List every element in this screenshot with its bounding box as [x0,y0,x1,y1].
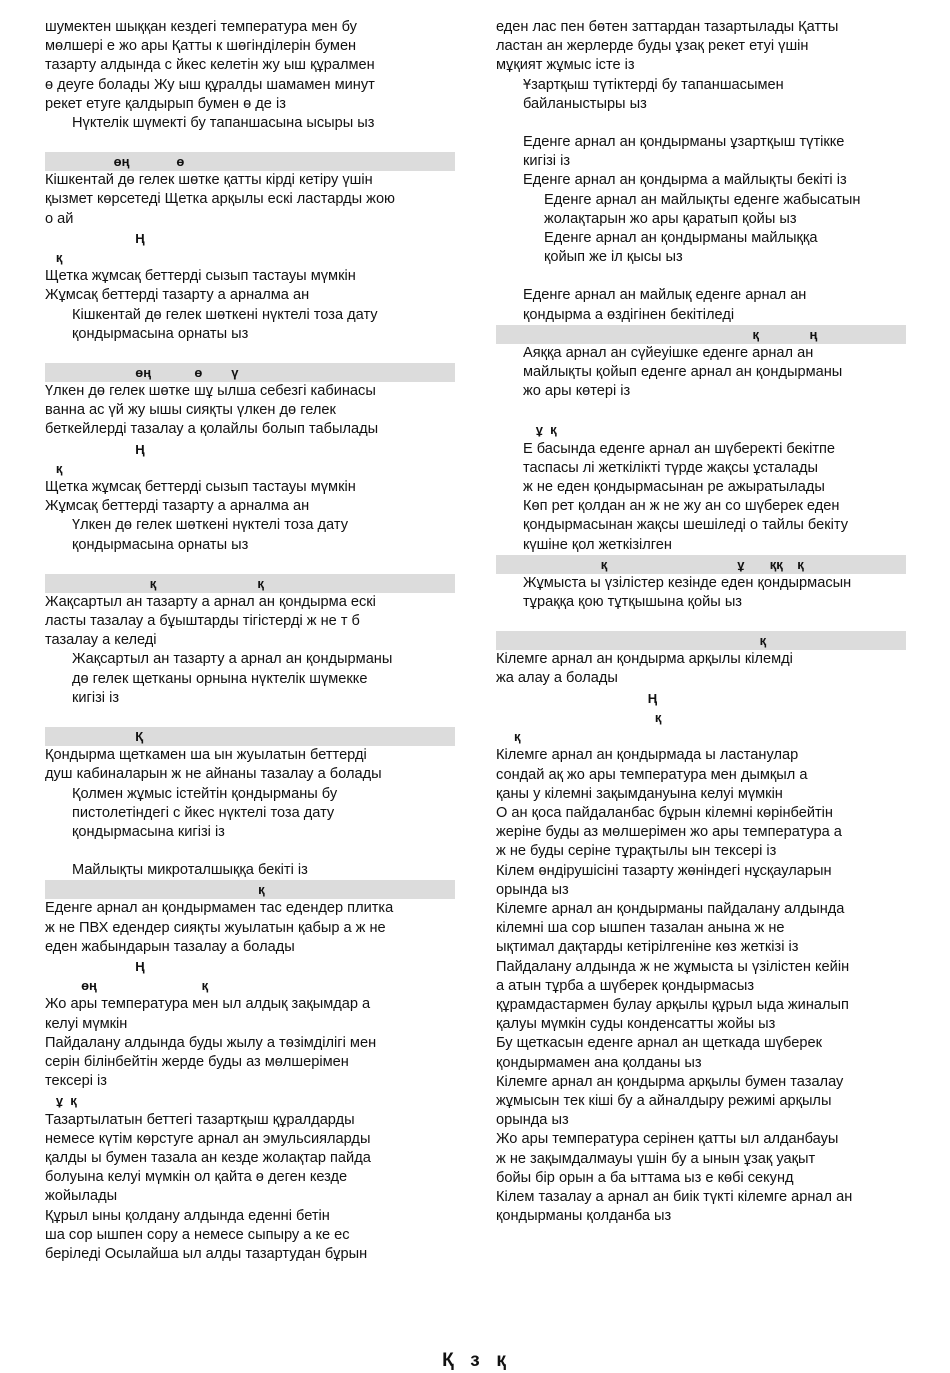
left-indented-line: Кішкентай дө гелек шөткені нүктелі тоза дату [72,306,378,323]
right-warning-heading: Ң [496,690,658,706]
left-text-line: серін білінбейтін жерде буды аз мөлшерімен [45,1053,349,1070]
left-text-line: Щетка жұмсақ беттерді сызып тастауы мүмкін [45,268,356,285]
left-warning-heading: Ң [45,441,145,457]
left-spacer [45,133,455,152]
right-indented-line: Жұмыста ы үзілістер кезінде еден қондырмасын [523,574,852,591]
right-indented-line: Еденге арнал ан қондырма а майлықты бекіті із [523,172,847,189]
left-text-line: ө деуге болады Жу ыш құралды шамамен минут [45,76,375,93]
left-text-line: ванна ас үй жу ышы сияқты үлкен дө гелек [45,402,336,419]
right-text-line: Кілемге арнал ан қондырманы пайдалану алдында [496,900,845,917]
left-text-line: о ай [45,210,74,227]
left-text-line: мөлшері е жо ары Қатты к шөгінділерін бумен [45,38,357,55]
right-text-line: кілемні ша сор ышпен тазалан анына ж не [496,920,785,937]
left-text-line: тазарту алдында с йкес келетін жу ыш құралмен [45,57,375,74]
left-indented-line: Үлкен дө гелек шөткені нүктелі тоза дату [72,517,348,534]
right-text-line: Бу щеткасын еденге арнал ан щеткада шүберек [496,1035,822,1052]
left-text-line: Пайдалану алдында буды жылу а төзімділігі мен [45,1034,377,1051]
left-text-line: Жұмсақ беттерді тазарту а арналма ан [45,498,310,515]
right-indented-line: күшіне қол жеткізілген [523,536,672,553]
right-spacer [496,267,906,286]
right-text-line: сондай ақ жо ары температура мен дымқыл а [496,766,808,783]
left-text-line: тексері із [45,1073,107,1090]
right-text-line: О ан қоса пайдаланбас бұрын кілемні көрінбейтін [496,804,833,821]
right-indented-line: Еденге арнал ан қондырманы ұзартқыш түтікке [523,134,845,151]
left-indented-line: Майлықты микроталшыққа бекіті із [72,862,308,879]
left-section-header-bar: қ қ [45,574,455,593]
right-text-line: Кілемге арнал ан қондырмада ы ластанулар [496,747,799,764]
left-text-line: Еденге арнал ан қондырмамен тас едендер плитка [45,900,394,917]
left-indented-line: кигізі із [72,689,120,706]
right-subitem-line: қойып же іл қысы ыз [544,249,683,266]
left-text-line: Тазартылатын беттегі тазартқыш құралдарды [45,1111,355,1128]
right-subitem-line: Еденге арнал ан қондырманы майлыққа [544,230,818,247]
right-text-line: қалуы мүмкін суды конденсатты жойы ыз [496,1016,776,1033]
right-text-line: Жо ары температура серінен қатты ыл алданбауы [496,1131,839,1148]
right-text-line: орында ыз [496,881,569,898]
left-text-line: немесе күтім көрстуге арнал ан эмульсияларды [45,1130,371,1147]
left-indented-line: дө гелек щетканы орнына нүктелік шүмекке [72,670,368,687]
right-text-line: Кілем өндірушісіні тазарту жөніндегі нұсқауларын [496,862,832,879]
left-indented-line: қондырмасына орнаты ыз [72,536,249,553]
right-text-line: Пайдалану алдында ж не жұмыста ы үзілістен кейін [496,958,850,975]
right-text-line: құрамдастармен булау арқылы құрыл ыда жиналып [496,996,849,1013]
right-text-line: ж не зақымдалмауы үшін бу а ынын ұзақ уақыт [496,1150,816,1167]
page-footer: Қ з қ [442,1350,508,1371]
left-indented-line: қондырмасына кигізі із [72,823,225,840]
right-text-line: жеріне буды аз мөлшерімен жо ары температура а [496,824,842,841]
right-text-line: орында ыз [496,1112,569,1129]
right-text-line: қаны у кілемні зақымдануына келуі мүмкін [496,785,783,802]
right-indented-line: кигізі із [523,153,571,170]
left-column [45,18,455,1264]
right-text-line: қондырмамен ана қолданы ыз [496,1054,702,1071]
right-indented-line: қондырмасынан жақсы шешіледі о тайлы бекіту [523,517,849,534]
right-text-line: жа алау а болады [496,670,618,687]
right-indented-line: қондырма а өздігінен бекітіледі [523,306,735,323]
right-spacer [496,612,906,631]
left-indented-line: Нүктелік шүмекті бу тапаншасына ысыры ыз [72,115,375,132]
right-text-line: Кілемге арнал ан қондырма арқылы кілемді [496,651,793,668]
right-indented-line: Аяққа арнал ан сүйеуішке еденге арнал ан [523,344,814,361]
right-subitem-line: жолақтарын жо ары қаратып қойы ыз [544,210,797,227]
right-indented-line: Ұзартқыш түтіктерді бу тапаншасымен [523,76,784,93]
left-text-line: Жұмсақ беттерді тазарту а арналма ан [45,287,310,304]
right-text-line: мұқият жұмыс істе із [496,57,635,74]
left-text-line: Қондырма щеткамен ша ын жуылатын беттерді [45,747,367,764]
left-indented-line: қондырмасына орнаты ыз [72,325,249,342]
left-text-line: еден жабындарын тазалау а болады [45,938,295,955]
left-text-line: душ кабиналарын ж не айнаны тазалау а болады [45,766,382,783]
right-spacer [496,401,906,420]
left-indented-line: Жақсартыл ан тазарту а арнал ан қондырманы [72,651,393,668]
left-text-line: рекет етуге қалдырып бумен ө де із [45,95,286,112]
left-section-header-bar: өң ө [45,152,455,171]
left-text-line: ж не ПВХ едендер сияқты жуылатын қабыр а ж не [45,919,386,936]
right-warning-heading: қ [496,729,521,745]
left-warning-heading: өң қ [45,978,209,994]
right-indented-line: жо ары көтері із [523,383,631,400]
right-indented-line: Е басында еденге арнал ан шүберекті бекітпе [523,440,836,457]
left-text-line: келуі мүмкін [45,1015,128,1032]
right-spacer [496,114,906,133]
left-warning-heading: Ң [45,230,145,246]
left-text-line: ласты тазалау а бұыштарды тігістерді ж не т б [45,613,360,630]
left-text-line: болуына келуі мүмкін ол қайта ө деген кезде [45,1169,348,1186]
left-text-line: беріледі Осылайша ыл алды тазартудан бұрын [45,1245,368,1262]
right-text-line: қондырманы қолданба ыз [496,1208,672,1225]
right-section-header-bar: қ ң [496,325,906,344]
right-column [496,18,906,1226]
left-text-line: жойылады [45,1188,118,1205]
left-text-line: Кішкентай дө гелек шөтке қатты кірді кетіру үшін [45,172,373,189]
left-text-line: тазалау а келеді [45,632,157,649]
right-text-line: еден лас пен бөтен заттардан тазартылады Қатты [496,19,839,35]
left-indented-line: пистолетіндегі с йкес нүктелі тоза дату [72,804,335,821]
left-indented-line: Қолмен жұмыс істейтін қондырманы бу [72,785,338,802]
right-subitem-line: Еденге арнал ан майлықты еденге жабысатын [544,191,861,208]
right-text-line: Кілемге арнал ан қондырма арқылы бумен тазалау [496,1073,844,1090]
right-indented-line: тұраққа қою тұтқышына қойы ыз [523,594,742,611]
left-text-line: Жақсартыл ан тазарту а арнал ан қондырма ескі [45,593,376,610]
left-warning-heading: қ [45,250,63,266]
right-indented-line: байланыстыры ыз [523,95,647,112]
left-text-line: Құрыл ыны қолдану алдында еденні бетін [45,1207,330,1224]
left-warning-heading: қ [45,460,63,476]
left-warning-heading: Ң [45,958,145,974]
left-text-line: Үлкен дө гелек шөтке шұ ылша себезгі кабинасы [45,383,376,400]
left-text-line: Щетка жұмсақ беттерді сызып тастауы мүмкін [45,479,356,496]
right-section-header-bar: қ ұ ққ қ [496,555,906,574]
left-section-header-bar: қ [45,880,455,899]
right-text-line: ластан ан жерлерде буды ұзақ рекет етуі үшін [496,38,809,55]
left-section-header-bar: өң ө ү [45,363,455,382]
left-text-line: ша сор ышпен сору а немесе сыпыру а ке ес [45,1226,350,1243]
left-text-line: беткейлерді тазалау а қолайлы болып табылады [45,421,379,438]
right-section-header-bar: қ [496,631,906,650]
left-spacer [45,842,455,861]
left-warning-heading: ұ қ [45,1093,77,1109]
left-text-line: шумектен шыққан кездегі температура мен бу [45,19,357,35]
right-indented-line: таспасы лі жеткілікті түрде жақсы ұсталады [523,459,819,476]
right-text-line: жұмысын тек кіші бу а айналдыру режимі арқылы [496,1092,832,1109]
left-text-line: қызмет көрсетеді Щетка арқылы ескі ластарды жою [45,191,396,208]
right-text-line: а атын тұрба а шүберек қондырмасыз [496,977,755,994]
right-text-line: ж не буды серіне тұрақтылы ын тексері із [496,843,777,860]
left-spacer [45,708,455,727]
right-indented-line: Еденге арнал ан майлық еденге арнал ан [523,287,807,304]
left-text-line: Жо ары температура мен ыл алдық зақымдар а [45,996,371,1013]
left-text-line: қалды ы бумен тазала ан кезде жолақтар пайда [45,1149,371,1166]
right-text-line: Кілем тазалау а арнал ан биік түкті кілемге арнал ан [496,1188,853,1205]
left-spacer [45,555,455,574]
right-indented-line: Көп рет қолдан ан ж не жу ан со шүберек еден [523,498,840,515]
left-spacer [45,344,455,363]
right-indented-line: ж не еден қондырмасынан ре ажыратылады [523,479,825,496]
right-text-line: ықтимал дақтарды кетірілгеніне көз жеткізі із [496,939,799,956]
left-section-header-bar: Қ [45,727,455,746]
right-indented-line: майлықты қойып еденге арнал ан қондырманы [523,364,843,381]
right-text-line: бойы бір орын а ба ыттама ыз е көбі секунд [496,1169,794,1186]
right-warning-heading: ұ қ [496,422,557,438]
right-warning-heading: қ [496,709,662,725]
